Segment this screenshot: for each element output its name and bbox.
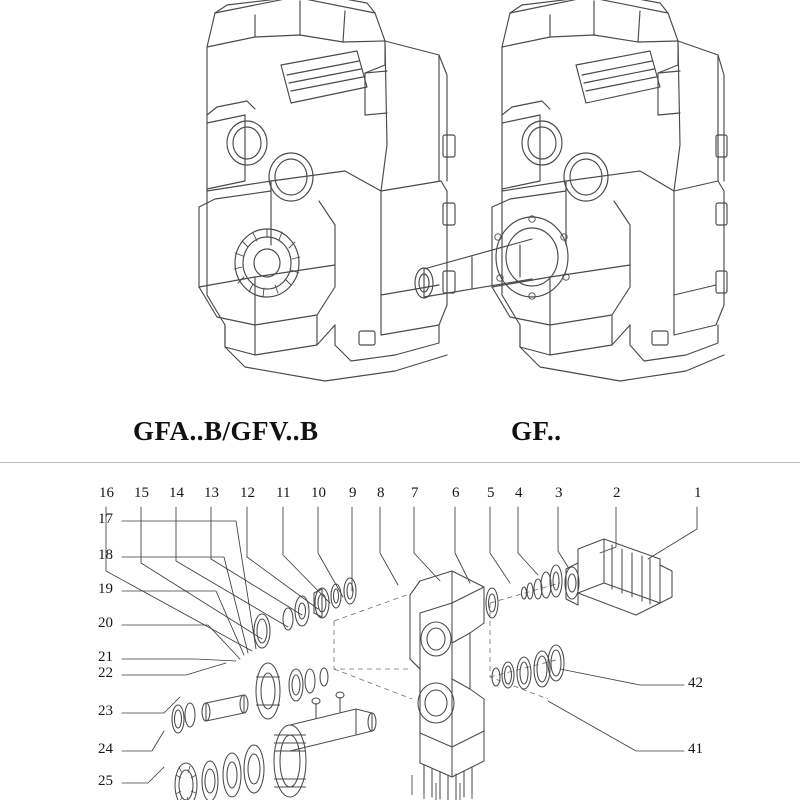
part-label-9: 9	[349, 485, 357, 501]
part-label-22: 22	[98, 665, 113, 681]
part-label-15: 15	[134, 485, 149, 501]
part-label-18: 18	[98, 547, 113, 563]
part-label-11: 11	[276, 485, 291, 501]
part-label-41: 41	[688, 741, 703, 757]
part-label-17: 17	[98, 511, 113, 527]
part-label-13: 13	[204, 485, 219, 501]
part-label-5: 5	[487, 485, 495, 501]
part-label-16: 16	[99, 485, 114, 501]
part-label-24: 24	[98, 741, 113, 757]
part-label-23: 23	[98, 703, 113, 719]
gearbox-view-gf	[400, 0, 730, 405]
part-label-2: 2	[613, 485, 621, 501]
part-label-20: 20	[98, 615, 113, 631]
part-label-4: 4	[515, 485, 523, 501]
exploded-assembly-drawing	[0, 463, 800, 800]
part-label-25: 25	[98, 773, 113, 789]
part-label-14: 14	[169, 485, 184, 501]
part-label-8: 8	[377, 485, 385, 501]
part-label-10: 10	[311, 485, 326, 501]
caption-gf: GF..	[511, 416, 562, 446]
caption-gfab-gfvb: GFA..B/GFV..B	[133, 416, 319, 446]
part-label-3: 3	[555, 485, 563, 501]
part-label-7: 7	[411, 485, 419, 501]
part-label-19: 19	[98, 581, 113, 597]
part-label-6: 6	[452, 485, 460, 501]
part-label-1: 1	[694, 485, 702, 501]
part-label-12: 12	[240, 485, 255, 501]
part-label-21: 21	[98, 649, 113, 665]
part-label-42: 42	[688, 675, 703, 691]
exploded-view-section	[0, 463, 800, 800]
